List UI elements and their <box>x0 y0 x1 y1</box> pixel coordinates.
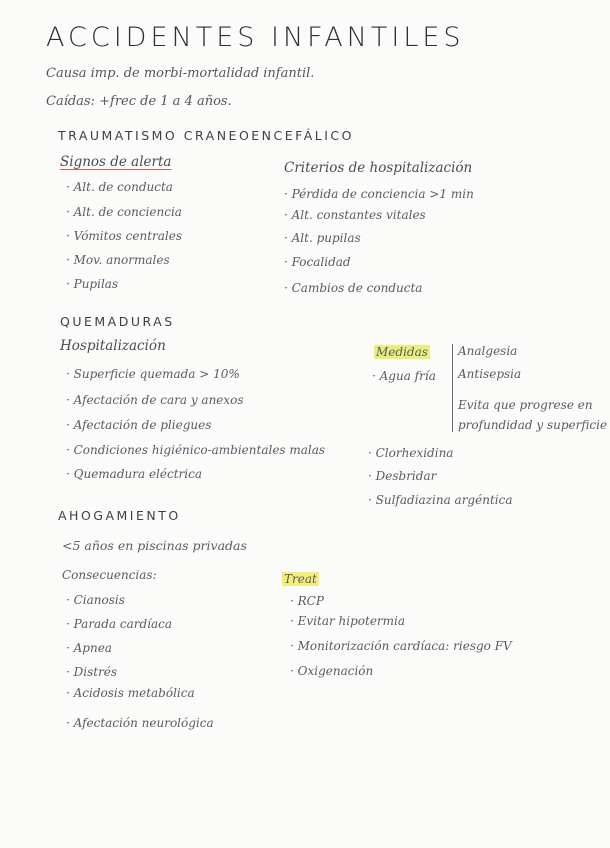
consecuencias-title: Consecuencias: <box>62 568 157 582</box>
list-item: Evita que progrese en <box>458 398 593 412</box>
list-item: Analgesia <box>458 344 518 358</box>
list-item: · Superficie quemada > 10% <box>66 367 240 381</box>
list-item: · Vómitos centrales <box>66 229 183 243</box>
hosp-title: Hospitalización <box>60 338 166 354</box>
page-title: ACCIDENTES INFANTILES <box>46 22 465 53</box>
list-item: · Parada cardíaca <box>66 617 173 631</box>
list-item: · Alt. pupilas <box>284 231 361 245</box>
list-item: · Condiciones higiénico-ambientales malas <box>66 443 326 457</box>
list-item: · RCP <box>290 594 324 608</box>
brace-divider <box>452 344 453 432</box>
list-item: · Cianosis <box>66 593 125 607</box>
list-item: Antisepsia <box>458 367 522 381</box>
quemaduras-heading: QUEMADURAS <box>60 314 175 329</box>
list-item: · Afectación de pliegues <box>66 418 212 432</box>
list-item: · Sulfadiazina argéntica <box>368 493 513 507</box>
intro-caidas: Caídas: +frec de 1 a 4 años. <box>46 94 232 109</box>
list-item: · Pupilas <box>66 277 119 291</box>
treat-label: Treat <box>284 572 317 586</box>
list-item: · Acidosis metabólica <box>66 686 195 700</box>
agua-fria: · Agua fría <box>372 369 436 383</box>
list-item: · Afectación neurológica <box>66 716 214 730</box>
list-item: · Monitorización cardíaca: riesgo FV <box>290 639 512 653</box>
list-item: · Pérdida de conciencia >1 min <box>284 187 474 201</box>
tce-heading: TRAUMATISMO CRANEOENCEFÁLICO <box>58 128 354 143</box>
list-item: · Cambios de conducta <box>284 281 423 295</box>
list-item: · Alt. de conducta <box>66 180 173 194</box>
list-item: · Alt. constantes vitales <box>284 208 426 222</box>
list-item: · Afectación de cara y anexos <box>66 393 244 407</box>
intro-causa: Causa imp. de morbi-mortalidad infantil. <box>46 66 315 81</box>
list-item: · Oxigenación <box>290 664 374 678</box>
ahogamiento-note: <5 años en piscinas privadas <box>62 538 247 553</box>
list-item: · Mov. anormales <box>66 253 170 267</box>
list-item: profundidad y superficie <box>458 418 608 432</box>
list-item: · Distrés <box>66 665 118 679</box>
list-item: · Focalidad <box>284 255 351 269</box>
ahogamiento-heading: AHOGAMIENTO <box>58 508 181 523</box>
criterios-title: Criterios de hospitalización <box>284 160 473 176</box>
list-item: · Apnea <box>66 641 112 655</box>
list-item: · Quemadura eléctrica <box>66 467 202 481</box>
list-item: · Evitar hipotermia <box>290 614 406 628</box>
signos-title: Signos de alerta <box>60 154 172 170</box>
list-item: · Alt. de conciencia <box>66 205 182 219</box>
list-item: · Desbridar <box>368 469 437 483</box>
medidas-label: Medidas <box>376 345 428 359</box>
list-item: · Clorhexidina <box>368 446 454 460</box>
